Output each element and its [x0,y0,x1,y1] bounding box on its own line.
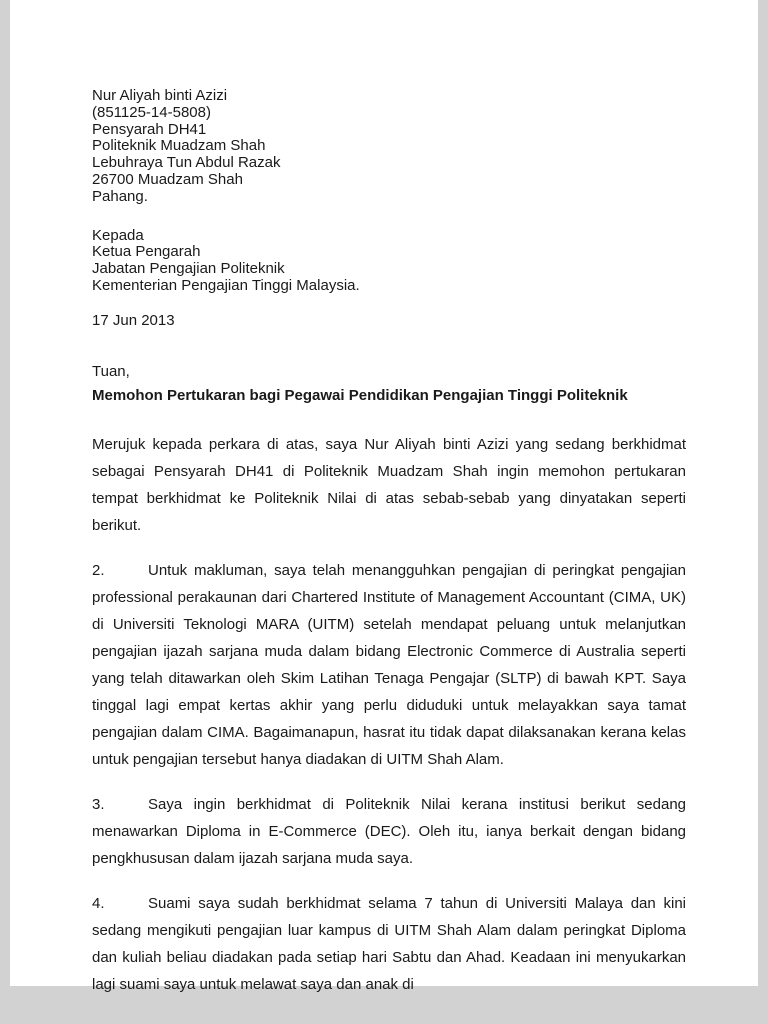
paragraph-number: 4. [92,895,105,913]
address-line: Pahang. [92,187,148,205]
address-line: 26700 Muadzam Shah [92,170,243,188]
recipient-address [92,228,686,295]
paragraph-number: 2. [92,562,105,580]
address-line: Lebuhraya Tun Abdul Razak [92,154,281,172]
letter-page [10,0,758,994]
address-line: Kementerian Pengajian Tinggi Malaysia. [92,276,360,294]
paragraph-text: Merujuk kepada perkara di atas, saya Nur Aliyah binti Azizi yang sedang berkhidmat sebagai Pensyarah DH41 di Politeknik Muadzam Shah ingin memohon pertukaran tempat berkhidmat ke Politeknik Nilai di atas sebab-sebab yang dinyatakan seperti berikut. [92,436,686,535]
address-line: Politeknik Muadzam Shah [92,137,266,155]
body-paragraph [92,557,686,773]
sender-address [92,88,686,206]
address-line: Jabatan Pengajian Politeknik [92,260,285,278]
body-paragraph [92,431,686,539]
body-paragraph [92,791,686,872]
address-line: Pensyarah DH41 [92,120,207,138]
paragraph-number: 3. [92,796,105,814]
salutation: Tuan, [92,362,130,380]
body-paragraph [92,890,686,998]
subject-line: Memohon Pertukaran bagi Pegawai Pendidikan Pengajian Tinggi Politeknik [92,387,628,405]
letter-date: 17 Jun 2013 [92,311,175,329]
address-line: (851125-14-5808) [92,103,211,121]
address-line: Kepada [92,226,144,244]
address-line: Nur Aliyah binti Azizi [92,87,228,104]
paragraph-text: Suami saya sudah berkhidmat selama 7 tahun di Universiti Malaya dan kini sedang mengikuti pengajian luar kampus di UITM Shah Alam dalam peringkat Diploma dan kuliah beliau diadakan pada setiap hari Sabtu dan Ahad. Keadaan ini menyukarkan lagi suami saya untuk melawat saya dan anak di [92,895,686,994]
paragraph-text: Saya ingin berkhidmat di Politeknik Nilai kerana institusi berikut sedang menawarkan Diploma in E-Commerce (DEC). Oleh itu, ianya berkait dengan bidang pengkhususan dalam ijazah sarjana muda saya. [92,796,686,868]
address-line: Ketua Pengarah [92,243,201,261]
paragraph-text: Untuk makluman, saya telah menangguhkan pengajian di peringkat pengajian professional perakaunan dari Chartered Institute of Management Accountant (CIMA, UK) di Universiti Teknologi MARA (UITM) setelah mendapat peluang untuk melanjutkan pengajian ijazah sarjana muda dalam bidang Electronic Commerce di Australia seperti yang telah ditawarkan oleh Skim Latihan Tenaga Pengajar (SLTP) di bawah KPT. Saya tinggal lagi empat kertas akhir yang perlu diduduki untuk melayakkan saya tamat pengajian dalam CIMA. Bagaimanapun, hasrat itu tidak dapat dilaksanakan kerana kelas untuk pengajian tersebut hanya diadakan di UITM Shah Alam. [92,562,686,769]
